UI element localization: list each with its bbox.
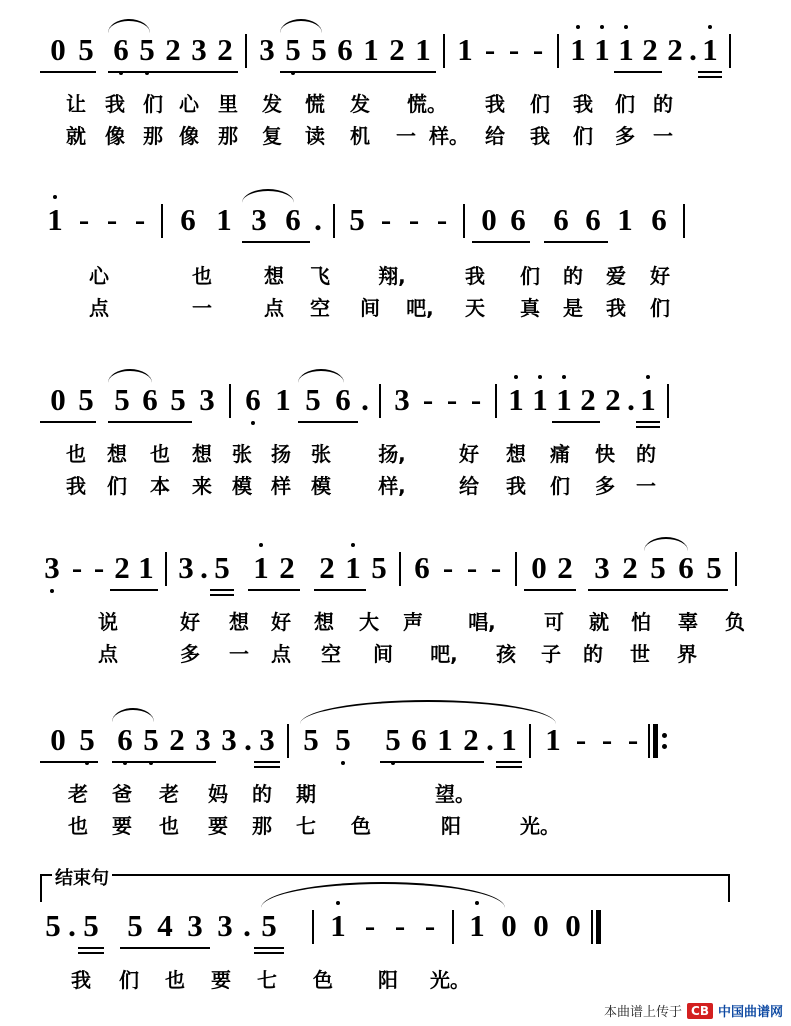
lyrics-row-3-top: 也 想 也 想 张 扬 张 扬, 好 想 痛 快 的	[66, 442, 656, 466]
barline	[399, 552, 401, 586]
ending-label: 结束句	[52, 864, 112, 890]
barline	[287, 724, 289, 758]
system-4	[38, 540, 756, 666]
barline	[729, 34, 731, 68]
barline	[245, 34, 247, 68]
site-logo: CB	[687, 1003, 713, 1019]
barline	[229, 384, 231, 418]
system-5	[40, 712, 667, 838]
system-3	[40, 372, 676, 498]
site-name[interactable]: 中国曲谱网	[717, 1005, 783, 1020]
system-1	[40, 22, 738, 148]
barline	[443, 34, 445, 68]
barline	[735, 552, 737, 586]
notation-row-1: 0 5 6 5 2 3 2 3 5 5 6 1 2 1 1 - - - 1 1 1 2 2 . 1	[40, 22, 738, 68]
lyrics-row-1-top: 让 我 们 心 里 发 慌 发 慌。 我 们 我 们 的	[66, 92, 673, 116]
lyrics-row-3-bottom: 我 们 本 来 模 样 模 样, 给 我 们 多 一	[66, 474, 656, 498]
lyrics-row-5-top: 老 爸 老 妈 的 期 望。	[68, 782, 475, 806]
notation-row-4: 3 - - 2 1 3 . 5 1 2 2 1 5 6 - - - 0 2 3 2 5 6 5	[38, 540, 756, 586]
notation-row-5: 0 5 6 5 2 3 3 . 3 5 5 5 6 1 2 . 1 1 - - -	[40, 712, 667, 758]
barline	[557, 34, 559, 68]
system-6	[40, 898, 601, 992]
footer-text: 本曲谱上传于	[604, 1005, 683, 1020]
barline	[529, 724, 531, 758]
barline	[379, 384, 381, 418]
notation-row-2: 1 - - - 6 1 3 6 . 5 - - - 0 6 6 6 1 6	[40, 192, 692, 238]
lyrics-row-2-bottom: 点 一 点 空 间 吧, 天 真 是 我 们	[89, 296, 670, 320]
barline	[683, 204, 685, 238]
barline	[515, 552, 517, 586]
lyrics-row-5-bottom: 也 要 也 要 那 七 色 阳 光。	[68, 814, 560, 838]
barline	[452, 910, 454, 944]
repeat-barline	[648, 724, 667, 758]
notation-row-6: 5 . 5 5 4 3 3 . 5 1 - - - 1 0 0 0	[40, 898, 601, 944]
footer-credit	[604, 1001, 783, 1020]
system-2	[40, 192, 692, 320]
barline	[165, 552, 167, 586]
lyrics-row-4-top: 说 好 想 好 想 大 声 唱, 可 就 怕 辜 负	[98, 610, 745, 634]
lyrics-row-6: 我 们 也 要 七 色 阳 光。	[71, 968, 470, 992]
barline	[495, 384, 497, 418]
lyrics-row-4-bottom: 点 多 一 点 空 间 吧, 孩 子 的 世 界	[98, 642, 697, 666]
final-barline	[591, 910, 601, 944]
lyrics-row-2-top: 心 也 想 飞 翔, 我 们 的 爱 好	[89, 264, 670, 288]
barline	[161, 204, 163, 238]
barline	[333, 204, 335, 238]
barline	[312, 910, 314, 944]
notation-row-3: 0 5 5 6 5 3 6 1 5 6 . 3 - - - 1 1 1 2 2 . 1	[40, 372, 676, 418]
barline	[667, 384, 669, 418]
barline	[463, 204, 465, 238]
lyrics-row-1-bottom: 就 像 那 像 那 复 读 机 一 样。 给 我 们 多 一	[66, 124, 673, 148]
